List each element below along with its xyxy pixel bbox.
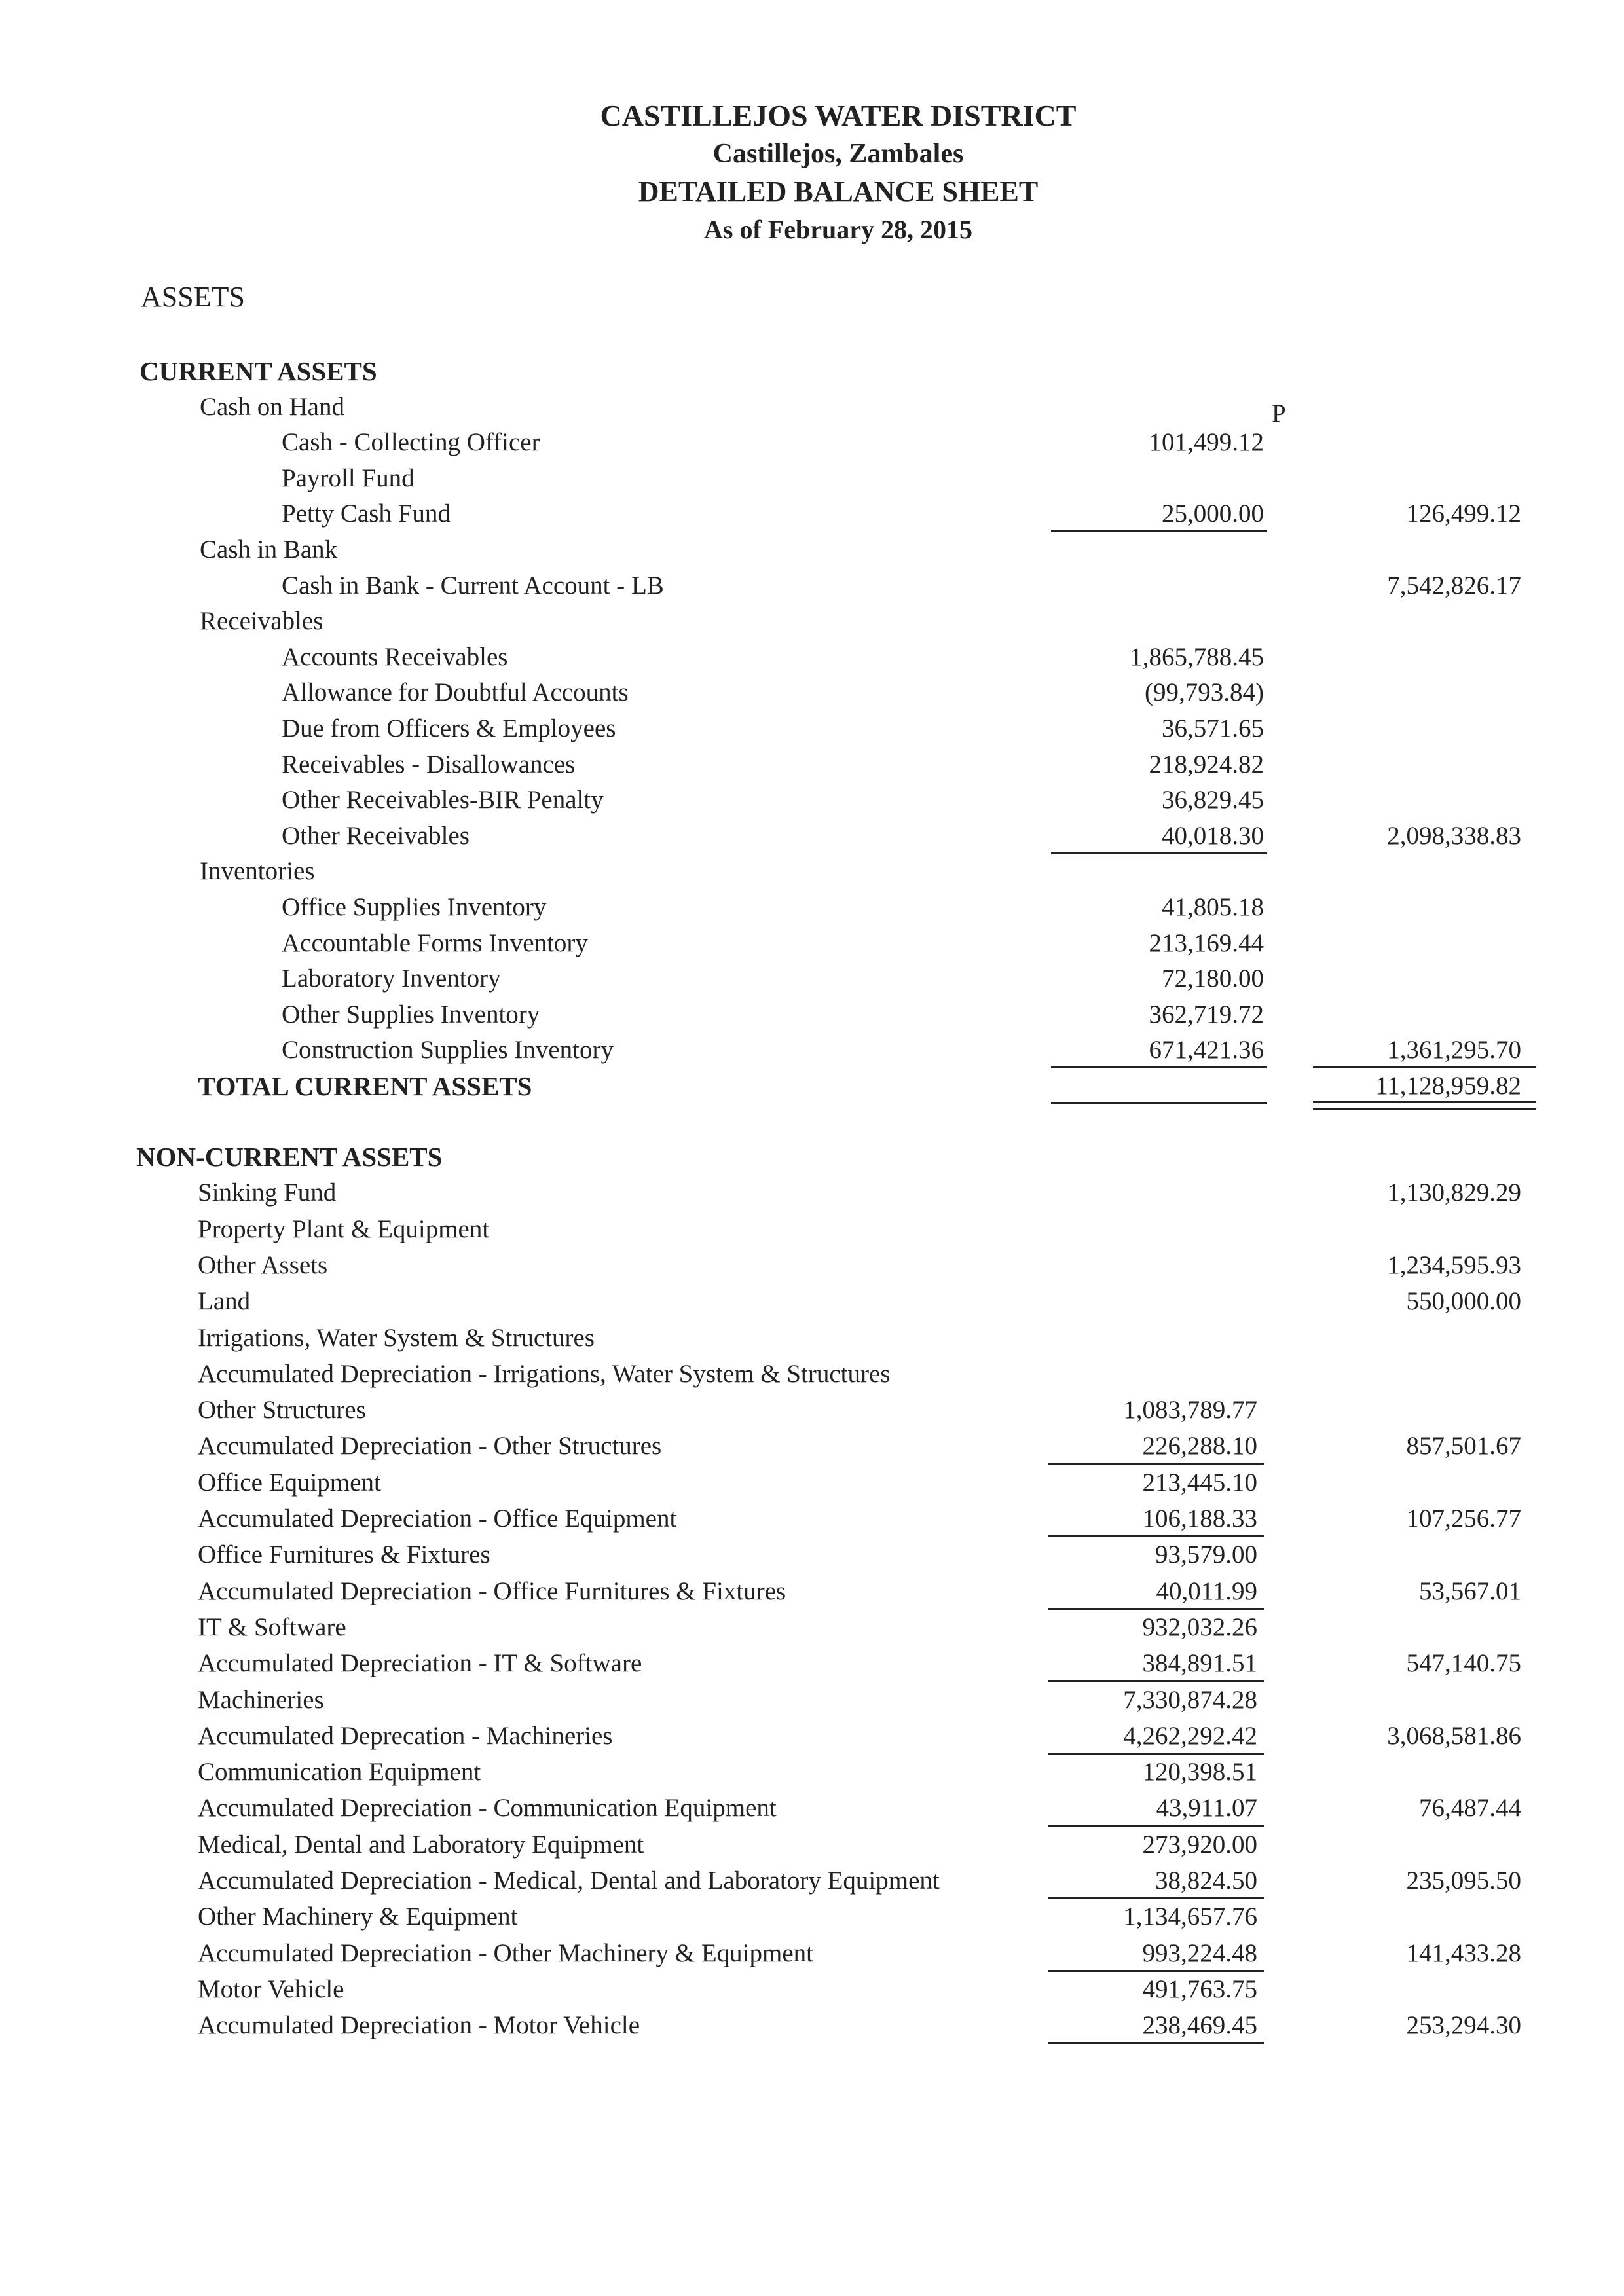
underline-rule — [1048, 2042, 1264, 2044]
detail-amount: 36,571.65 — [1162, 714, 1264, 742]
account-label: Machineries — [198, 1686, 324, 1714]
account-label: Other Assets — [198, 1251, 328, 1279]
peso-sign: P — [1272, 399, 1286, 428]
detail-amount: 671,421.36 — [1149, 1036, 1264, 1064]
account-row — [0, 390, 1624, 425]
detail-amount: 101,499.12 — [1149, 428, 1264, 456]
subtotal-amount: 3,068,581.86 — [1387, 1722, 1521, 1750]
account-row — [0, 1791, 1624, 1826]
detail-amount: 4,262,292.42 — [1123, 1722, 1257, 1750]
detail-amount: 1,134,657.76 — [1123, 1903, 1257, 1931]
account-row — [0, 1321, 1624, 1356]
detail-amount: 120,398.51 — [1142, 1758, 1257, 1786]
account-label: Property Plant & Equipment — [198, 1215, 490, 1243]
detail-amount: 384,891.51 — [1142, 1649, 1257, 1677]
account-label: Office Equipment — [198, 1468, 381, 1497]
detail-amount: 1,083,789.77 — [1123, 1396, 1257, 1424]
account-label: Cash in Bank - Current Account - LB — [282, 572, 664, 600]
detail-amount: 213,445.10 — [1142, 1468, 1257, 1497]
account-label: Accumulated Depreciation - Motor Vehicle — [198, 2011, 640, 2039]
detail-amount: 362,719.72 — [1149, 1000, 1264, 1029]
underline-rule — [1313, 1066, 1536, 1068]
detail-amount: 106,188.33 — [1142, 1504, 1257, 1533]
account-label: Receivables — [200, 607, 323, 635]
account-label: Accumulated Depreciation - Other Machinery & Equipment — [198, 1939, 813, 1967]
detail-amount: 238,469.45 — [1142, 2011, 1257, 2039]
current-assets-heading — [0, 354, 1624, 389]
account-label: Accumulated Depreciation - Office Furnitures & Fixtures — [198, 1577, 786, 1605]
account-row — [0, 926, 1624, 961]
detail-amount: 213,169.44 — [1149, 929, 1264, 957]
account-row — [0, 1393, 1624, 1428]
account-row — [0, 1357, 1624, 1392]
account-row — [0, 1827, 1624, 1863]
account-label: Other Supplies Inventory — [282, 1000, 540, 1029]
account-row — [0, 604, 1624, 639]
account-label: Laboratory Inventory — [282, 964, 501, 993]
account-row — [0, 1032, 1624, 1068]
account-row — [0, 782, 1624, 818]
account-row — [0, 1646, 1624, 1681]
detail-amount: 25,000.00 — [1162, 500, 1264, 528]
account-label: Petty Cash Fund — [282, 500, 451, 528]
subtotal-amount: 53,567.01 — [1419, 1577, 1521, 1605]
account-row — [0, 1574, 1624, 1609]
subtotal-amount: 7,542,826.17 — [1387, 572, 1521, 600]
total-row — [0, 1068, 1624, 1104]
account-label: Cash in Bank — [200, 536, 338, 564]
underline-rule — [1048, 1463, 1264, 1465]
subtotal-amount: 11,128,959.82 — [1375, 1072, 1521, 1100]
as-of-date: As of February 28, 2015 — [704, 215, 972, 244]
subtotal-amount: 76,487.44 — [1419, 1794, 1521, 1822]
account-row — [0, 1683, 1624, 1718]
account-label: Accounts Receivables — [282, 643, 508, 671]
account-row — [0, 1863, 1624, 1899]
subtotal-amount: 857,501.67 — [1406, 1432, 1521, 1460]
underline-rule — [1051, 1066, 1267, 1068]
subtotal-amount: 1,130,829.29 — [1387, 1178, 1521, 1207]
account-label: Accumulated Depreciation - Other Structures — [198, 1432, 662, 1460]
subtotal-amount: 1,234,595.93 — [1387, 1251, 1521, 1279]
account-row — [0, 961, 1624, 996]
account-row — [0, 425, 1624, 460]
account-row — [0, 711, 1624, 746]
account-row — [0, 747, 1624, 782]
account-row — [0, 1284, 1624, 1319]
subtotal-amount: 253,294.30 — [1406, 2011, 1521, 2039]
detail-amount: 1,865,788.45 — [1130, 643, 1264, 671]
account-label: Office Supplies Inventory — [282, 893, 547, 921]
underline-rule — [1048, 1680, 1264, 1682]
account-label: Accumulated Depreciation - Medical, Dental and Laboratory Equipment — [198, 1867, 940, 1895]
detail-amount: 993,224.48 — [1142, 1939, 1257, 1967]
account-label: Office Furnitures & Fixtures — [198, 1540, 490, 1569]
section-heading: CURRENT ASSETS — [139, 356, 377, 386]
account-label: Cash - Collecting Officer — [282, 428, 540, 456]
account-label: Allowance for Doubtful Accounts — [282, 678, 629, 706]
account-label: Inventories — [200, 857, 315, 885]
underline-rule — [1051, 852, 1267, 854]
account-row — [0, 1537, 1624, 1573]
account-label: Sinking Fund — [198, 1178, 337, 1207]
account-label: Medical, Dental and Laboratory Equipment — [198, 1831, 644, 1859]
account-label: Accountable Forms Inventory — [282, 929, 588, 957]
account-label: Irrigations, Water System & Structures — [198, 1324, 595, 1352]
non-current-assets-heading — [0, 1139, 1624, 1175]
account-row — [0, 461, 1624, 496]
account-row — [0, 1175, 1624, 1211]
account-row — [0, 496, 1624, 532]
account-label: Accumulated Deprecation - Machineries — [198, 1722, 613, 1750]
account-label: Other Structures — [198, 1396, 366, 1424]
double-underline — [1313, 1101, 1536, 1110]
account-row — [0, 640, 1624, 675]
account-row — [0, 818, 1624, 854]
detail-amount: 38,824.50 — [1155, 1867, 1257, 1895]
account-row — [0, 2008, 1624, 2043]
account-label: Accumulated Depreciation - Office Equipment — [198, 1504, 677, 1533]
account-label: Other Receivables-BIR Penalty — [282, 786, 604, 814]
account-row — [0, 1755, 1624, 1790]
subtotal-amount: 107,256.77 — [1406, 1504, 1521, 1533]
assets-section-title: ASSETS — [141, 281, 245, 313]
account-label: IT & Software — [198, 1613, 346, 1641]
document-title: DETAILED BALANCE SHEET — [638, 175, 1039, 208]
account-label: Motor Vehicle — [198, 1975, 344, 2003]
account-label: Construction Supplies Inventory — [282, 1036, 614, 1064]
account-row — [0, 675, 1624, 710]
account-label: Other Receivables — [282, 822, 470, 850]
account-row — [0, 1610, 1624, 1645]
detail-amount: 7,330,874.28 — [1123, 1686, 1257, 1714]
detail-amount: 43,911.07 — [1156, 1794, 1257, 1822]
subtotal-amount: 550,000.00 — [1406, 1287, 1521, 1315]
detail-amount: 40,018.30 — [1162, 822, 1264, 850]
detail-amount: 72,180.00 — [1162, 964, 1264, 993]
account-row — [0, 1465, 1624, 1501]
subtotal-amount: 235,095.50 — [1406, 1867, 1521, 1895]
account-row — [0, 890, 1624, 925]
account-row — [0, 1936, 1624, 1971]
underline-rule — [1048, 1825, 1264, 1827]
account-row — [0, 568, 1624, 604]
detail-amount: (99,793.84) — [1145, 678, 1264, 706]
detail-amount: 36,829.45 — [1162, 786, 1264, 814]
account-row — [0, 1429, 1624, 1464]
account-label: Communication Equipment — [198, 1758, 481, 1786]
account-label: Accumulated Depreciation - Communication Equipment — [198, 1794, 777, 1822]
account-label: TOTAL CURRENT ASSETS — [198, 1071, 532, 1101]
account-label: Land — [198, 1287, 251, 1315]
account-row — [0, 1972, 1624, 2007]
account-row — [0, 997, 1624, 1032]
subtotal-amount: 1,361,295.70 — [1387, 1036, 1521, 1064]
detail-amount: 273,920.00 — [1142, 1831, 1257, 1859]
account-row — [0, 854, 1624, 889]
account-label: Due from Officers & Employees — [282, 714, 616, 742]
underline-rule — [1051, 1102, 1267, 1104]
detail-amount: 226,288.10 — [1142, 1432, 1257, 1460]
section-heading: NON-CURRENT ASSETS — [136, 1142, 443, 1172]
subtotal-amount: 141,433.28 — [1406, 1939, 1521, 1967]
subtotal-amount: 547,140.75 — [1406, 1649, 1521, 1677]
account-label: Accumulated Depreciation - IT & Software — [198, 1649, 642, 1677]
detail-amount: 491,763.75 — [1142, 1975, 1257, 2003]
account-row — [0, 1212, 1624, 1247]
detail-amount: 41,805.18 — [1162, 893, 1264, 921]
subtotal-amount: 2,098,338.83 — [1387, 822, 1521, 850]
subtotal-amount: 126,499.12 — [1406, 500, 1521, 528]
account-label: Cash on Hand — [200, 393, 344, 421]
detail-amount: 932,032.26 — [1142, 1613, 1257, 1641]
document-header — [0, 97, 1624, 249]
org-name: CASTILLEJOS WATER DISTRICT — [600, 99, 1077, 132]
detail-amount: 40,011.99 — [1156, 1577, 1257, 1605]
detail-amount: 93,579.00 — [1155, 1540, 1257, 1569]
account-row — [0, 532, 1624, 568]
org-location: Castillejos, Zambales — [712, 139, 964, 169]
underline-rule — [1051, 530, 1267, 532]
account-row — [0, 1719, 1624, 1754]
account-label: Other Machinery & Equipment — [198, 1903, 518, 1931]
detail-amount: 218,924.82 — [1149, 750, 1264, 778]
account-row — [0, 1248, 1624, 1283]
account-label: Receivables - Disallowances — [282, 750, 576, 778]
account-label: Payroll Fund — [282, 464, 415, 492]
account-label: Accumulated Depreciation - Irrigations, Water System & Structures — [198, 1360, 891, 1388]
account-row — [0, 1899, 1624, 1935]
account-row — [0, 1501, 1624, 1537]
